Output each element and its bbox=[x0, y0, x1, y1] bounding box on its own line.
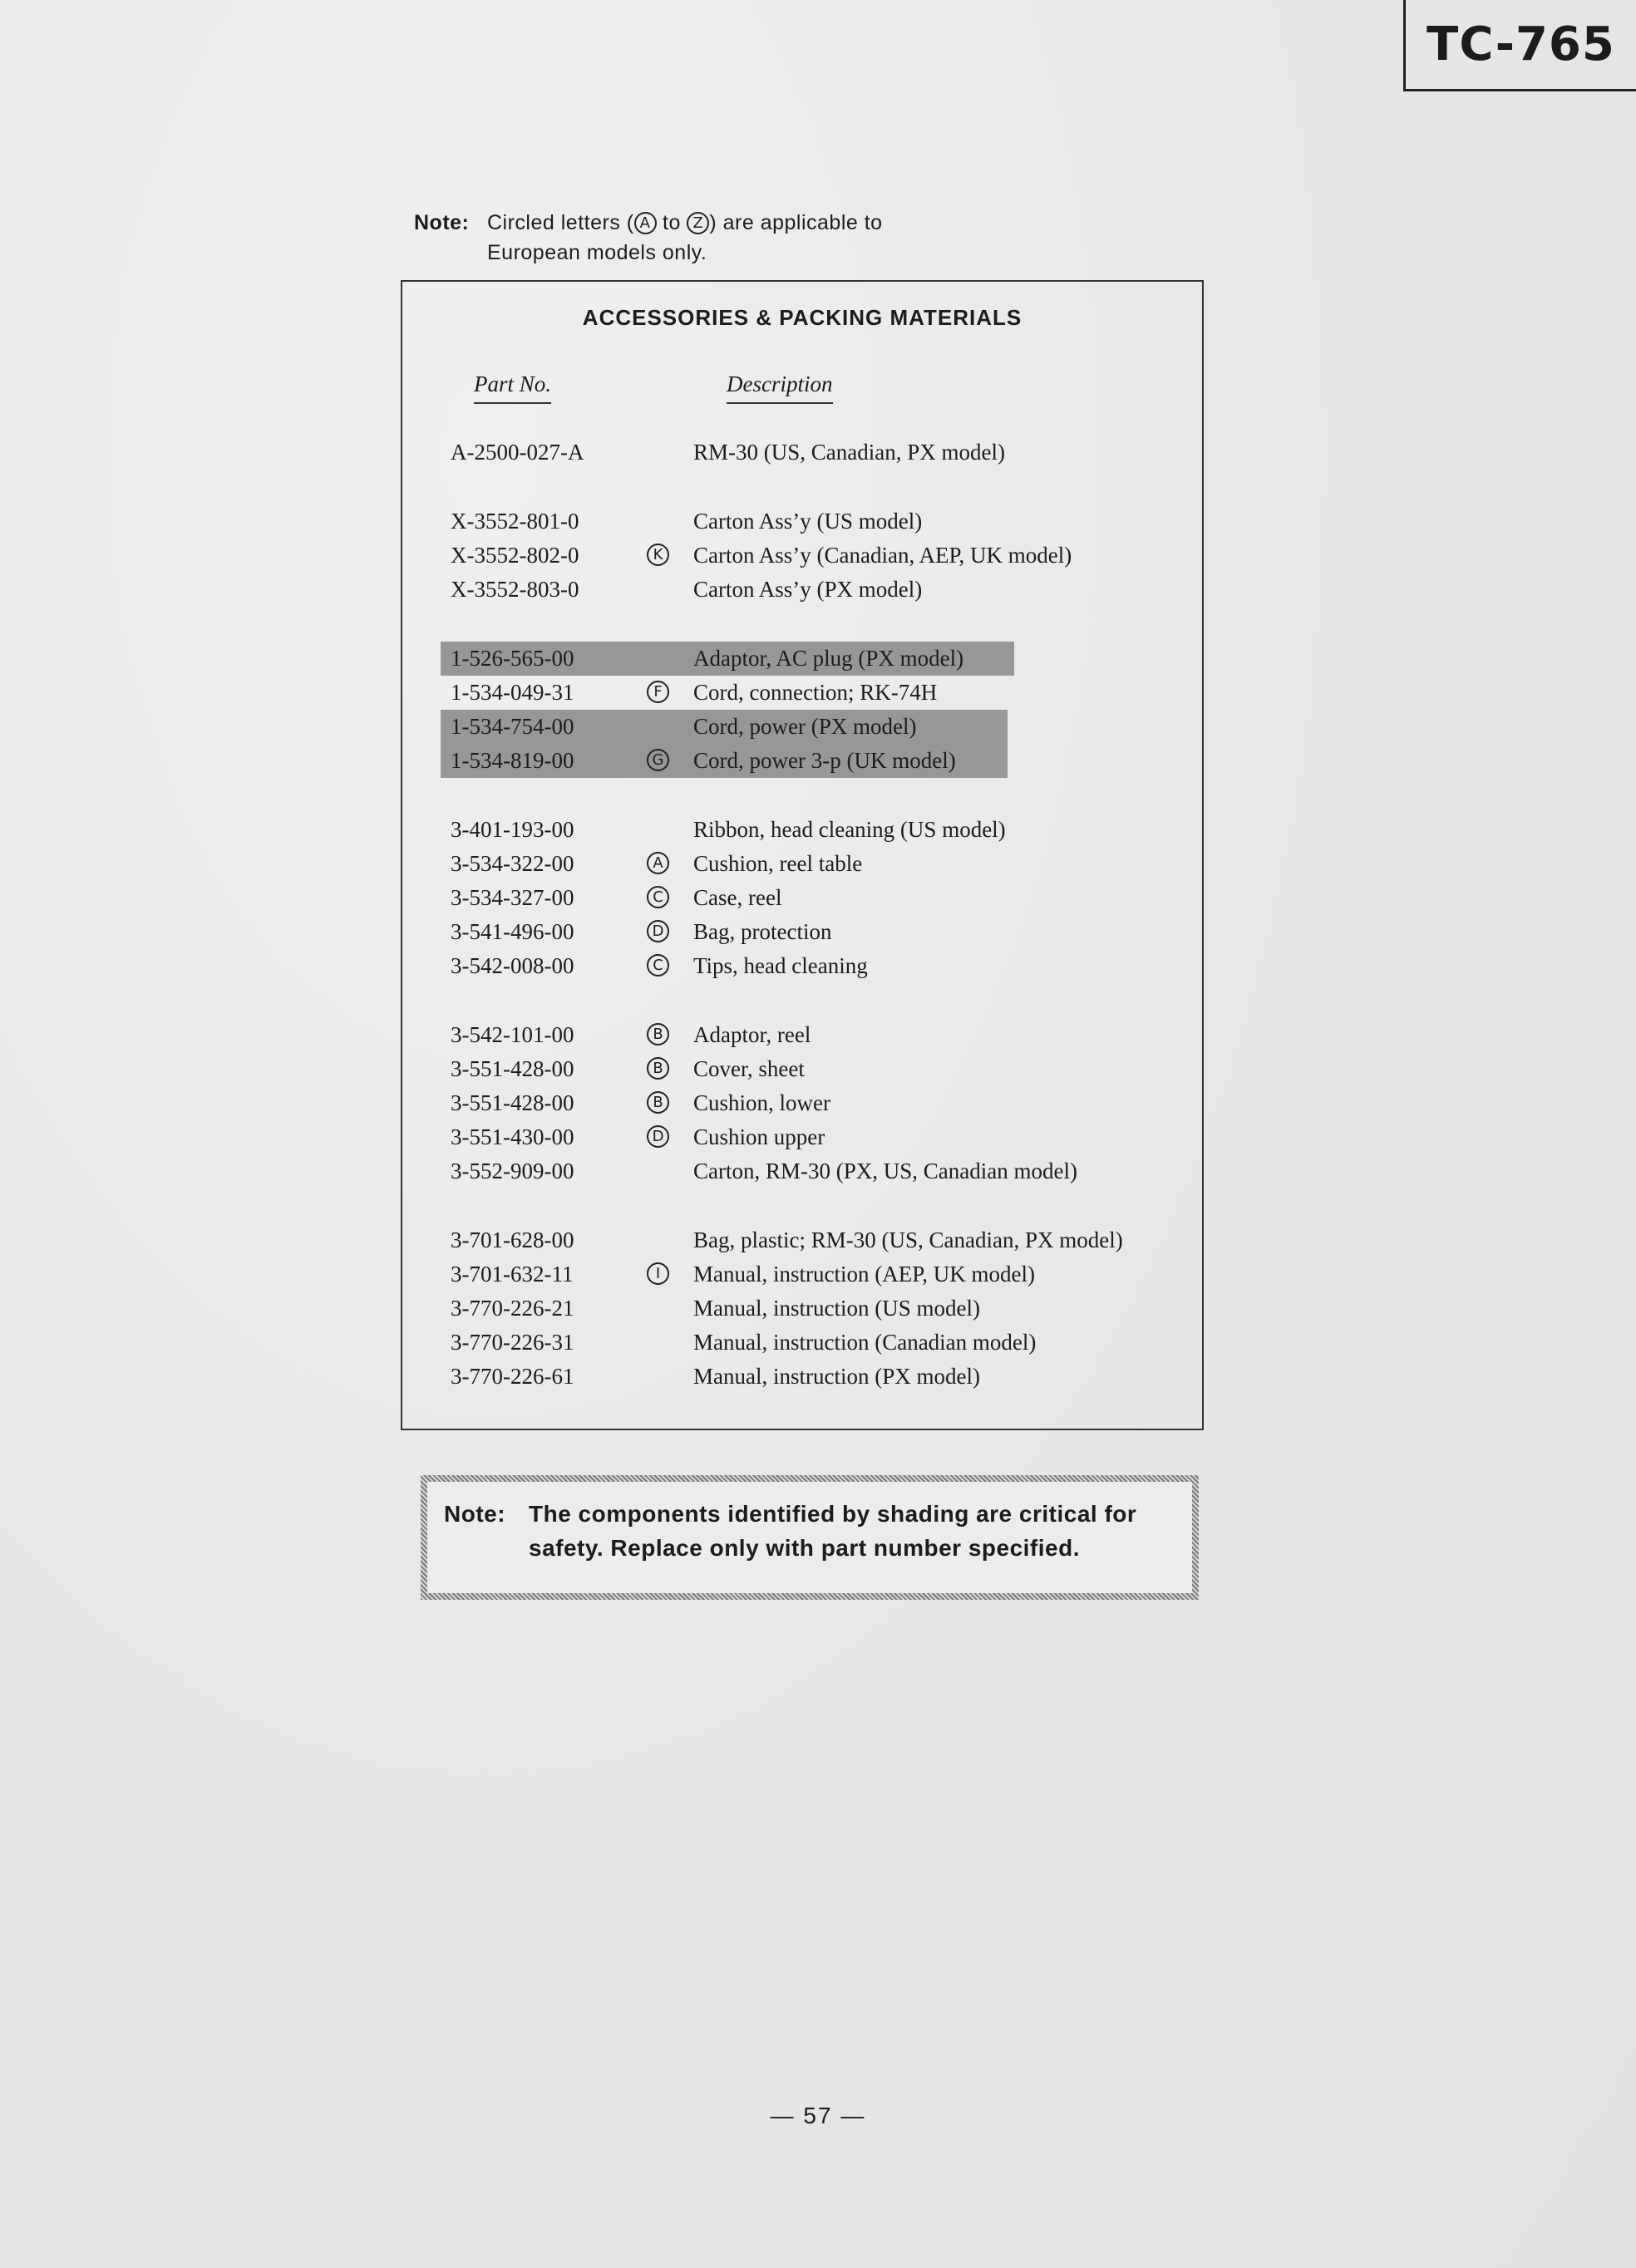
parts-row bbox=[402, 539, 1202, 573]
part-description: Case, reel bbox=[693, 885, 782, 910]
circled-letter-mark: C bbox=[647, 886, 669, 908]
parts-row bbox=[402, 949, 1202, 983]
part-description: Bag, protection bbox=[693, 919, 832, 944]
part-description: Carton Ass’y (PX model) bbox=[693, 577, 923, 602]
note-to-word: to bbox=[663, 211, 681, 234]
part-number: 3-551-428-00 bbox=[451, 1056, 574, 1081]
part-number: 3-770-226-21 bbox=[451, 1296, 574, 1321]
parts-row bbox=[402, 1154, 1202, 1188]
part-description: Adaptor, reel bbox=[693, 1022, 811, 1047]
part-description: Manual, instruction (PX model) bbox=[693, 1364, 980, 1389]
part-number: 3-534-327-00 bbox=[451, 885, 574, 910]
note-text-before: Circled letters ( bbox=[487, 211, 634, 234]
page-number: — 57 — bbox=[770, 2103, 866, 2128]
part-description: RM-30 (US, Canadian, PX model) bbox=[693, 440, 1005, 465]
parts-row bbox=[402, 1326, 1202, 1360]
part-number: 3-701-628-00 bbox=[451, 1227, 574, 1252]
part-number: 3-701-632-11 bbox=[451, 1262, 574, 1287]
part-description: Cover, sheet bbox=[693, 1056, 805, 1081]
parts-list bbox=[402, 282, 1202, 1429]
circled-letter-mark: B bbox=[647, 1023, 669, 1045]
parts-row bbox=[402, 1120, 1202, 1154]
safety-note-label: Note: bbox=[444, 1501, 506, 1527]
parts-row bbox=[402, 676, 1202, 710]
panel-title: ACCESSORIES & PACKING MATERIALS bbox=[582, 305, 1022, 330]
part-number: A-2500-027-A bbox=[451, 440, 584, 465]
part-description: Carton, RM-30 (PX, US, Canadian model) bbox=[693, 1159, 1077, 1183]
part-number: 1-534-049-31 bbox=[451, 680, 574, 705]
circled-letter-a: A bbox=[634, 212, 657, 234]
part-description: Cord, connection; RK-74H bbox=[693, 680, 938, 705]
part-description: Manual, instruction (Canadian model) bbox=[693, 1330, 1037, 1355]
parts-row bbox=[402, 915, 1202, 949]
part-description: Ribbon, head cleaning (US model) bbox=[693, 817, 1006, 842]
parts-row bbox=[402, 435, 1202, 470]
part-number: 3-401-193-00 bbox=[451, 817, 574, 842]
parts-row bbox=[402, 847, 1202, 881]
parts-row bbox=[402, 1018, 1202, 1052]
model-label: TC-765 bbox=[1403, 0, 1636, 91]
part-description: Cushion, reel table bbox=[693, 851, 863, 876]
part-number: 3-542-101-00 bbox=[451, 1022, 574, 1047]
part-description: Cushion upper bbox=[693, 1124, 825, 1149]
parts-row bbox=[402, 1257, 1202, 1291]
note-text-after: ) are applicable to bbox=[709, 211, 883, 234]
part-description: Adaptor, AC plug (PX model) bbox=[693, 646, 964, 671]
parts-row bbox=[402, 710, 1202, 744]
circled-letter-mark: D bbox=[647, 1125, 669, 1148]
part-number: 3-542-008-00 bbox=[451, 953, 574, 978]
part-number: 1-526-565-00 bbox=[451, 646, 574, 671]
parts-row bbox=[402, 642, 1202, 676]
parts-row bbox=[402, 504, 1202, 539]
part-number: 3-551-430-00 bbox=[451, 1124, 574, 1149]
part-number: 3-770-226-31 bbox=[451, 1330, 574, 1355]
circled-letter-z: Z bbox=[687, 212, 709, 234]
part-number: 1-534-819-00 bbox=[451, 748, 574, 773]
part-number: 1-534-754-00 bbox=[451, 714, 574, 739]
circled-letter-mark: I bbox=[647, 1262, 669, 1285]
part-no-header: Part No. bbox=[474, 371, 551, 404]
circled-letter-mark: B bbox=[647, 1057, 669, 1080]
part-number: X-3552-801-0 bbox=[451, 509, 579, 534]
part-description: Cushion, lower bbox=[693, 1090, 830, 1115]
circled-letter-mark: G bbox=[647, 749, 669, 771]
part-description: Carton Ass’y (US model) bbox=[693, 509, 923, 534]
part-number: 3-551-428-00 bbox=[451, 1090, 574, 1115]
part-number: X-3552-803-0 bbox=[451, 577, 579, 602]
part-number: X-3552-802-0 bbox=[451, 543, 579, 568]
parts-row bbox=[402, 744, 1202, 778]
part-description: Cord, power (PX model) bbox=[693, 714, 917, 739]
part-number: 3-770-226-61 bbox=[451, 1364, 574, 1389]
parts-row bbox=[402, 881, 1202, 915]
parts-row bbox=[402, 1086, 1202, 1120]
safety-note-line1: The components identified by shading are critical for bbox=[529, 1501, 1137, 1527]
parts-row bbox=[402, 813, 1202, 847]
part-description: Cord, power 3-p (UK model) bbox=[693, 748, 956, 773]
circled-letter-mark: C bbox=[647, 954, 669, 977]
circled-letter-mark: B bbox=[647, 1091, 669, 1114]
safety-note-box bbox=[421, 1475, 1199, 1600]
note-line2: European models only. bbox=[487, 241, 707, 264]
part-number: 3-534-322-00 bbox=[451, 851, 574, 876]
part-description: Manual, instruction (US model) bbox=[693, 1296, 980, 1321]
part-number: 3-552-909-00 bbox=[451, 1159, 574, 1183]
circled-letter-mark: K bbox=[647, 544, 669, 566]
part-description: Carton Ass’y (Canadian, AEP, UK model) bbox=[693, 543, 1072, 568]
parts-row bbox=[402, 1052, 1202, 1086]
circled-letter-mark: F bbox=[647, 681, 669, 703]
description-header: Description bbox=[727, 371, 833, 404]
circled-letters-note bbox=[414, 208, 1046, 268]
part-description: Manual, instruction (AEP, UK model) bbox=[693, 1262, 1035, 1287]
accessories-panel bbox=[401, 280, 1204, 1430]
part-description: Tips, head cleaning bbox=[693, 953, 868, 978]
note-label: Note: bbox=[414, 211, 470, 234]
parts-row bbox=[402, 1291, 1202, 1326]
part-description: Bag, plastic; RM-30 (US, Canadian, PX model) bbox=[693, 1227, 1123, 1252]
parts-row bbox=[402, 1223, 1202, 1257]
safety-note-line2: safety. Replace only with part number specified. bbox=[529, 1535, 1080, 1561]
parts-row bbox=[402, 573, 1202, 607]
circled-letter-mark: D bbox=[647, 920, 669, 942]
part-number: 3-541-496-00 bbox=[451, 919, 574, 944]
circled-letter-mark: A bbox=[647, 852, 669, 874]
parts-row bbox=[402, 1360, 1202, 1394]
